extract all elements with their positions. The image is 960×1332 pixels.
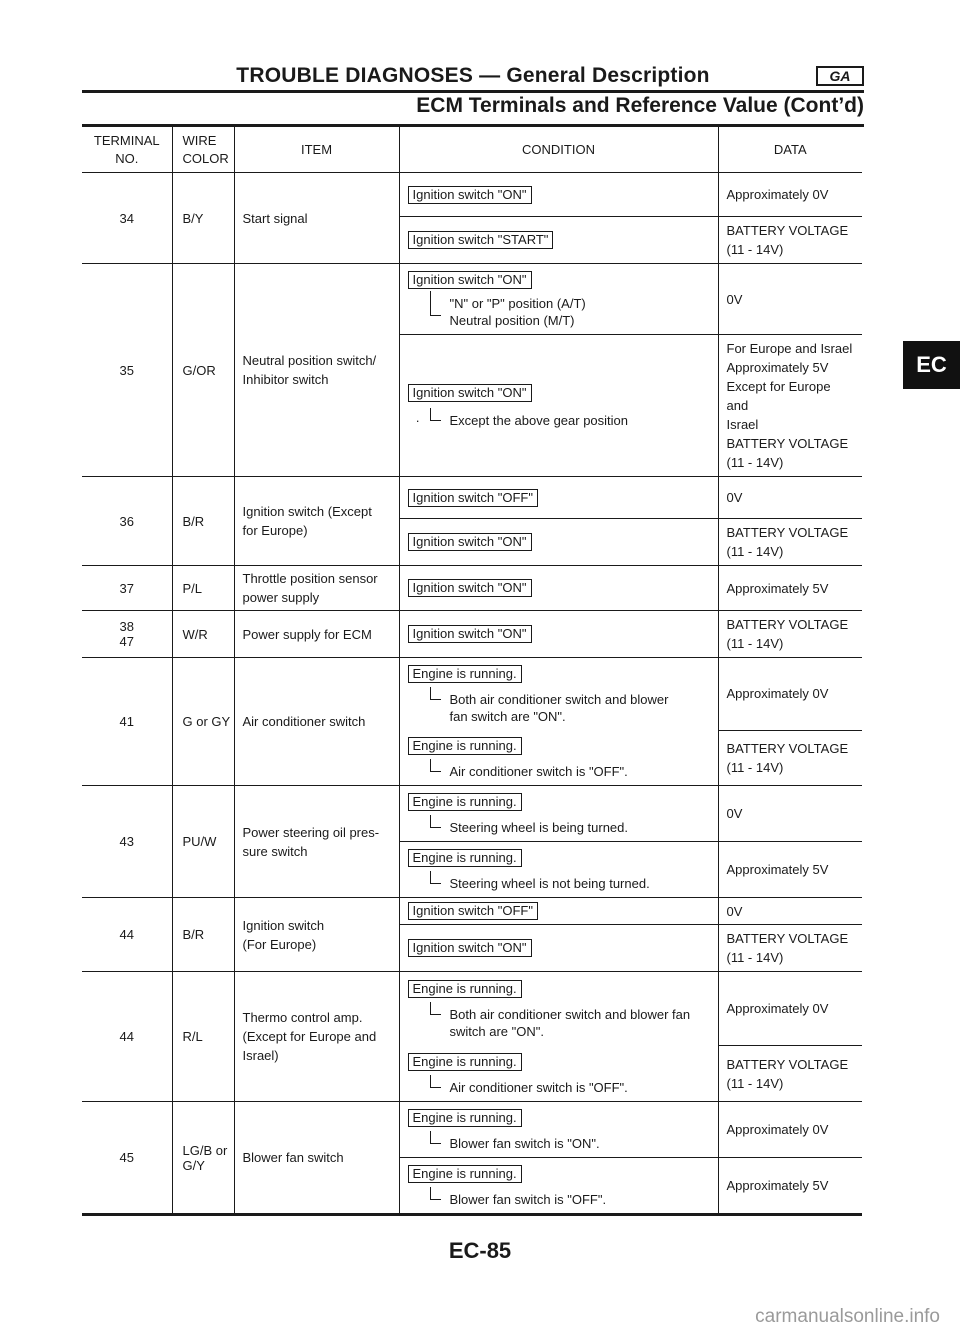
terminal-no: 41 [82,658,172,786]
terminal-no: 43 [82,786,172,898]
data-value: Approximately 0V [718,972,862,1046]
item: Blower fan switch [234,1102,399,1215]
sub-condition: "N" or "P" position (A/T) Neutral position (M/T) [408,295,710,329]
condition-box: Ignition switch "ON" [408,939,532,957]
condition [399,898,718,925]
condition-box: Ignition switch "ON" [408,186,532,204]
item: Thermo control amp. (Except for Europe and Israel) [234,972,399,1102]
title-rule [82,90,864,93]
data-value: 0V [718,264,862,335]
data-value: BATTERY VOLTAGE (11 - 14V) [718,217,862,264]
data-value: For Europe and Israel Approximately 5V Except for Europe and Israel BATTERY VOLTAGE (11 - 14V) [718,335,862,477]
terminal-no: 34 [82,173,172,264]
header-wire-color: WIRE COLOR [172,127,234,173]
condition [399,217,718,264]
wire-color: B/R [172,477,234,566]
terminal-no: 38 47 [82,611,172,658]
terminal-no: 37 [82,566,172,611]
data-value: Approximately 5V [718,1158,862,1215]
item: Throttle position sensor power supply [234,566,399,611]
data-value: 0V [718,477,862,519]
ec-section-tab: EC [903,341,960,389]
header-data: DATA [718,127,862,173]
sub-condition: · Except the above gear position [408,412,710,429]
condition-box: Engine is running. [408,665,522,683]
page-subtitle: ECM Terminals and Reference Value (Cont’d) [416,94,864,117]
data-value: 0V [718,786,862,842]
condition-box: Ignition switch "ON" [408,533,532,551]
condition-box: Ignition switch "ON" [408,625,532,643]
data-value: Approximately 0V [718,658,862,731]
condition [399,730,718,786]
wire-color: R/L [172,972,234,1102]
table-row [82,1102,862,1158]
table-row [82,658,862,731]
condition [399,264,718,335]
terminal-no: 36 [82,477,172,566]
ga-badge: GA [816,66,864,86]
page-header [82,64,864,122]
item: Air conditioner switch [234,658,399,786]
condition [399,1158,718,1215]
sub-condition: Both air conditioner switch and blower fan switch are "ON". [408,691,710,725]
condition [399,1046,718,1102]
item: Ignition switch (For Europe) [234,898,399,972]
condition-box: Engine is running. [408,849,522,867]
data-value: BATTERY VOLTAGE (11 - 14V) [718,730,862,786]
table-row [82,898,862,925]
condition-box: Ignition switch "ON" [408,384,532,402]
wire-color: B/Y [172,173,234,264]
item: Start signal [234,173,399,264]
terminal-no: 44 [82,898,172,972]
condition-box: Engine is running. [408,980,522,998]
item: Power steering oil pres- sure switch [234,786,399,898]
condition-box: Engine is running. [408,737,522,755]
table-row [82,611,862,658]
condition-box: Ignition switch "START" [408,231,554,249]
condition-box: Ignition switch "OFF" [408,489,539,507]
wire-color: P/L [172,566,234,611]
item: Neutral position switch/ Inhibitor switch [234,264,399,477]
sub-condition: Blower fan switch is "OFF". [408,1191,710,1208]
wire-color: LG/B or G/Y [172,1102,234,1215]
data-value: Approximately 5V [718,566,862,611]
data-value: Approximately 0V [718,1102,862,1158]
data-value: Approximately 5V [718,842,862,898]
table-row [82,477,862,519]
wire-color: PU/W [172,786,234,898]
data-value: BATTERY VOLTAGE (11 - 14V) [718,1046,862,1102]
table-header-row [82,127,862,173]
condition [399,477,718,519]
table-row [82,264,862,335]
ecm-terminals-table [82,127,862,1216]
item: Ignition switch (Except for Europe) [234,477,399,566]
condition [399,972,718,1046]
wire-color: B/R [172,898,234,972]
sub-condition: Steering wheel is being turned. [408,819,710,836]
page-title: TROUBLE DIAGNOSES — General Description [236,64,710,87]
condition [399,786,718,842]
data-value: Approximately 0V [718,173,862,217]
condition [399,658,718,731]
sub-condition: Air conditioner switch is "OFF". [408,1079,710,1096]
watermark: carmanualsonline.info [755,1306,940,1327]
data-value: BATTERY VOLTAGE (11 - 14V) [718,925,862,972]
condition [399,173,718,217]
sub-condition: Steering wheel is not being turned. [408,875,710,892]
condition [399,611,718,658]
condition-box: Engine is running. [408,1165,522,1183]
header-condition: CONDITION [399,127,718,173]
condition-box: Ignition switch "ON" [408,579,532,597]
sub-condition: Both air conditioner switch and blower fan switch are "ON". [408,1006,710,1040]
header-terminal-no: TERMINAL NO. [82,127,172,173]
condition-box: Engine is running. [408,793,522,811]
condition-box: Ignition switch "ON" [408,271,532,289]
sub-condition: Blower fan switch is "ON". [408,1135,710,1152]
condition [399,519,718,566]
table-row [82,786,862,842]
condition [399,566,718,611]
wire-color: G/OR [172,264,234,477]
condition [399,335,718,477]
terminal-no: 44 [82,972,172,1102]
table-row [82,566,862,611]
sub-condition: Air conditioner switch is "OFF". [408,763,710,780]
condition-box: Ignition switch "OFF" [408,902,539,920]
condition [399,925,718,972]
terminal-no: 45 [82,1102,172,1215]
terminal-no: 35 [82,264,172,477]
table-row [82,972,862,1046]
header-item: ITEM [234,127,399,173]
wire-color: W/R [172,611,234,658]
wire-color: G or GY [172,658,234,786]
data-value: BATTERY VOLTAGE (11 - 14V) [718,611,862,658]
condition-box: Engine is running. [408,1053,522,1071]
page-number: EC-85 [448,1238,512,1263]
condition [399,842,718,898]
table-row [82,173,862,217]
data-value: BATTERY VOLTAGE (11 - 14V) [718,519,862,566]
condition [399,1102,718,1158]
condition-box: Engine is running. [408,1109,522,1127]
item: Power supply for ECM [234,611,399,658]
data-value: 0V [718,898,862,925]
